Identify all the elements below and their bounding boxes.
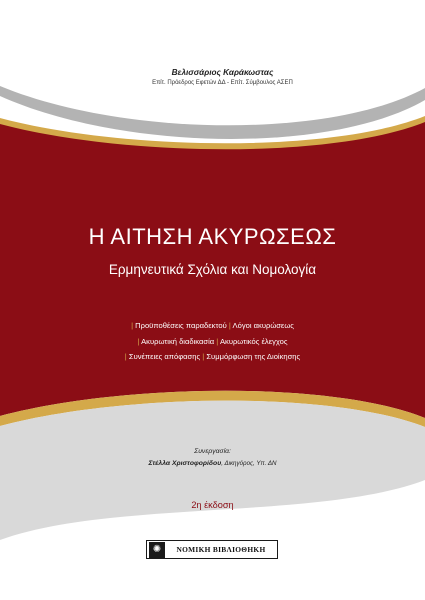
collaboration-block xyxy=(0,448,425,467)
separator: | xyxy=(202,352,207,361)
author-block xyxy=(0,68,425,86)
collaborator-name: Στέλλα Χριστοφορίδου xyxy=(148,460,222,467)
collaborator-role: , Δικηγόρος, Υπ. ΔΝ xyxy=(221,460,277,467)
topic-item: Λόγοι ακυρώσεως xyxy=(232,321,294,330)
topic-item: Συνέπειες απόφασης xyxy=(128,352,201,361)
topic-item: Ακυρωτικός έλεγχος xyxy=(219,336,288,346)
topic-item: Συμμόρφωση της Διοίκησης xyxy=(206,352,301,361)
edition-label: 2η έκδοση xyxy=(191,500,234,510)
separator: | xyxy=(216,336,220,346)
separator: | xyxy=(124,352,129,361)
separator: | xyxy=(228,321,233,330)
publisher-name: ΝΟΜΙΚΗ ΒΙΒΛΙΟΘΗΚΗ xyxy=(176,545,266,554)
book-subtitle: Ερμηνευτικά Σχόλια και Νομολογία xyxy=(108,262,317,277)
separator: | xyxy=(137,336,142,346)
topics-line xyxy=(0,334,425,350)
collaboration-label: Συνεργασία: xyxy=(194,448,231,455)
topic-item: Ακυρωτική διαδικασία xyxy=(141,336,215,346)
collaboration-line xyxy=(0,460,425,467)
topics-line xyxy=(0,318,425,334)
book-title: Η ΑΙΤΗΣΗ ΑΚΥΡΩΣΕΩΣ xyxy=(88,224,337,249)
topics-list xyxy=(0,318,425,365)
topics-line xyxy=(0,349,425,365)
author-name: Βελισσάριος Καράκωστας xyxy=(171,68,274,77)
publisher-logo-box xyxy=(146,540,278,559)
separator: | xyxy=(131,321,136,330)
topic-item: Προϋποθέσεις παραδεκτού xyxy=(135,321,227,330)
author-role: Επίτ. Πρόεδρος Εφετών ΔΔ - Επίτ. Σύμβουλος ΑΣΕΠ xyxy=(152,80,293,86)
publisher-emblem-icon: ✺ xyxy=(149,542,165,558)
